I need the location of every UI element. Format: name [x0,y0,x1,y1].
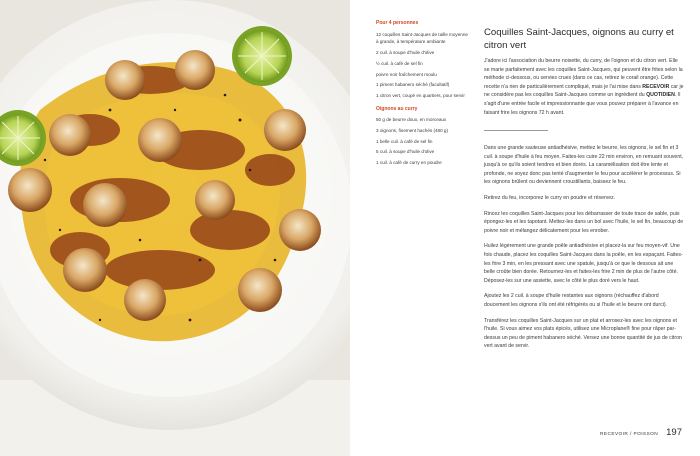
ingredient-item: 1 belle cuil. à café de sel fin [376,138,433,144]
daily-chapter-ref: QUOTIDIEN [646,92,675,99]
recipe-page [350,0,700,456]
step-paragraph: Rincez les coquilles Saint-Jacques pour les débarrasser de toute trace de sable, puis épongez-les et les tapotant. Mettez-les dans un bol avec l'huile, le sel fin, beaucoup de poivre noir et mélangez délicatement pour les enrober. [484,210,684,234]
ingredient-item: 50 g de beurre doux, en morceaux [376,117,447,123]
section-label: RECEVOIR / POISSON [600,432,659,437]
step-paragraph: Huilez légèrement une grande poêle antiadhésive et placez-la sur feu moyen-vif. Une fois chaude, placez les coquilles Saint-Jacques dans la poêle, en les espaçant. Faites-les frire 3 min, en les pressant avec une spatule, jusqu'à ce que le dessous ait une belle croûte bien dorée. Retournez-les et faites-les frire 2 min de plus de l'autre côté. Déposez-les sur une assiette, avec le côté le plus doré vers le haut. [484,243,683,284]
divider [484,130,548,131]
recipe-steps [484,144,684,358]
ingredient-list [376,31,468,100]
step-paragraph: Retirez du feu, incorporez le curry en poudre et réservez. [484,194,616,201]
onion-subheading: Oignons au curry [376,106,418,113]
ingredient-item: 1 cuil. à café de curry en poudre [376,160,442,166]
page-number: 197 [666,427,682,438]
ingredients-column [376,20,468,173]
step-paragraph: Dans une grande sauteuse antiadhésive, mettez le beurre, les oignons, le sel fin et 3 cuil. à soupe d'huile à feu moyen. Faites-les cuire 22 min environ, en remuant souvent, jusqu'à ce qu'ils soient tendres et bien dorés. La caramélisation doit être lente et profonde, ne soyez donc pas tenté d'augmenter le feu pour accélérer le processus. Si les oignons brûlent ou deviennent croustillants, baissez le feu. [484,145,684,186]
ingredient-item: 2 cuil. à soupe d'huile d'olive [376,50,435,56]
onion-ingredient-list [376,116,468,167]
page-footer [600,427,682,438]
servings-heading: Pour 4 personnes [376,20,419,26]
ingredient-item: ½ cuil. à café de sel fin [376,60,423,66]
receive-chapter-ref: RECEVOIR [642,83,670,90]
ingredient-item: poivre noir fraîchement moulu [376,71,437,77]
ingredient-item: 5 cuil. à soupe d'huile d'olive [376,149,435,155]
step-paragraph: Transférez les coquilles Saint-Jacques sur un plat et arrosez-les avec les oignons et l'huile. Si vous aimez vos plats épicés, utilisez une Microplane® fine pour râper par-dessus un peu de piment habanero séché. Versez une bonne quantité de jus de citron vert avant de servir. [484,317,682,350]
ingredient-item: 12 coquilles Saint-Jacques de taille moyenne à grande, à température ambiante [376,32,468,45]
ingredient-item: 1 piment habanero séché (facultatif) [376,82,450,88]
recipe-title: Coquilles Saint-Jacques, oignons au curry et citron vert [484,27,674,52]
step-paragraph: Ajoutez les 2 cuil. à soupe d'huile restantes aux oignons (réchauffez d'abord doucement les oignons s'ils ont été réfrigérés ou si l'huile et le beurre ont durci). [484,293,668,308]
ingredient-item: 3 oignons, finement hachés (480 g) [376,128,449,134]
lime-icon [232,26,292,86]
recipe-intro: J'adore ici l'association du beurre noisette, du curry, de l'oignon et du citron vert. Elle se marie parfaitement avec les coquilles Saint-Jacques, qui peuvent être frites selon la méthode ci-dessous, ou servies crues (dans ce cas, retirez le corail orange). Cette recette n'a rien de particulièrement compliqué, mais je l'ai mise dans RECEVOIR car je ne considère pas les coquilles Saint-Jacques comme un ingrédient du QUOTIDIEN. Il s'agit d'une entrée facile et impressionnante que vous pouvez préparer à l'avance en faisant frire les oignons 72 h avant. [484,58,684,116]
ingredient-item: 1 citron vert, coupé en quartiers, pour servir [376,92,465,98]
